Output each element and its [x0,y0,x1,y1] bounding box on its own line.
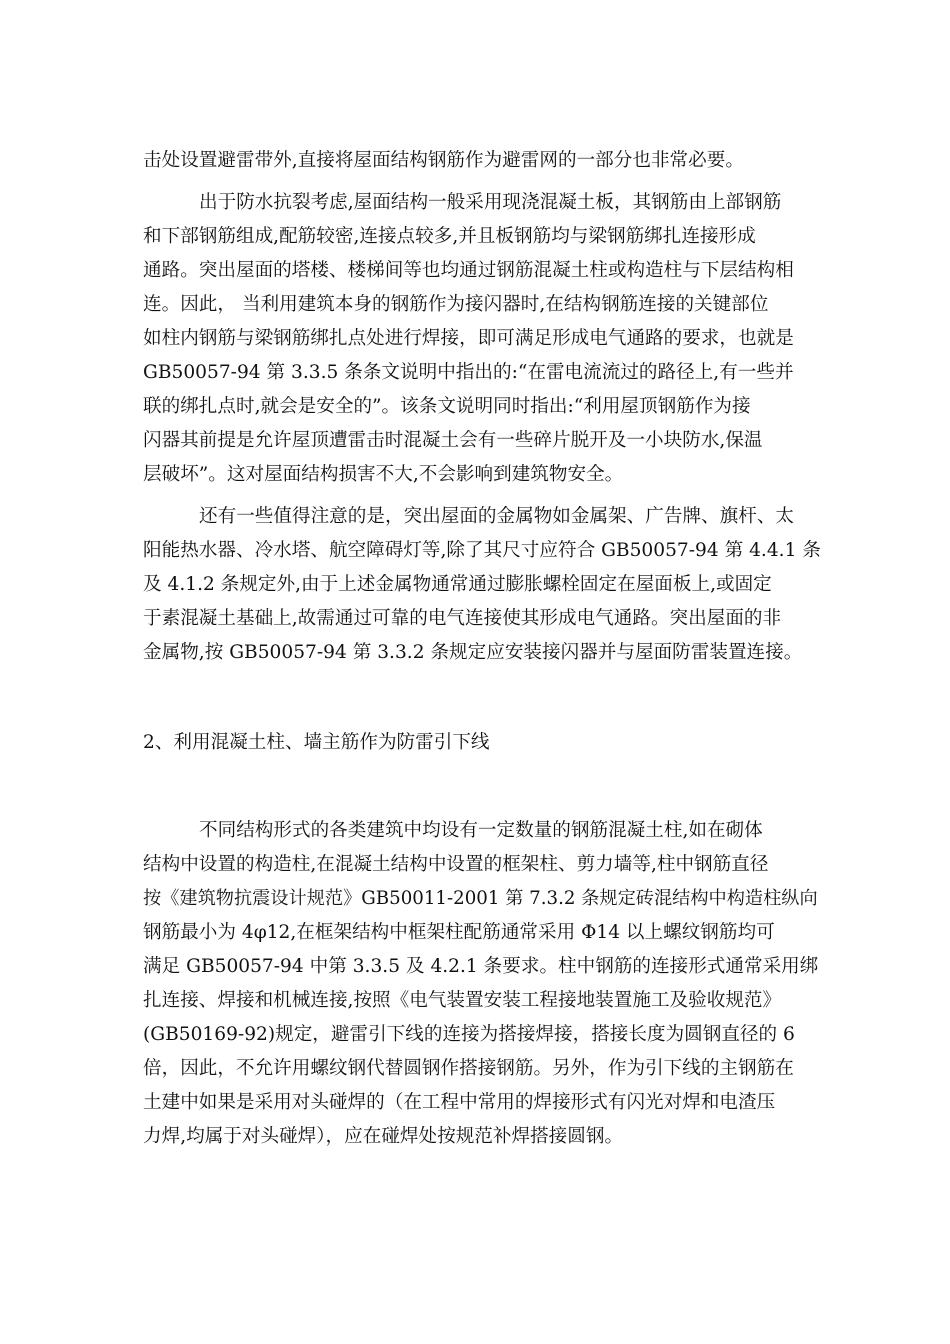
text-line: 扎连接、焊接和机械连接,按照《电气装置安装工程接地装置施工及验收规范》 [143,990,782,1011]
text-line: 于素混凝土基础上,故需通过可靠的电气连接使其形成电气通路。突出屋面的非 [143,608,782,629]
text-line: 闪器其前提是允许屋顶遭雷击时混凝土会有一些碎片脱开及一小块防水,保温 [143,430,763,451]
text-line: (GB50169-92)规定，避雷引下线的连接为搭接焊接，搭接长度为圆钢直径的 6 [143,1024,795,1045]
text-line: 满足 GB50057-94 中第 3.3.5 及 4.2.1 条要求。柱中钢筋的连接形式通常采用绑 [143,956,819,977]
text-line: 阳能热水器、冷水塔、航空障碍灯等,除了其尺寸应符合 GB50057-94 第 4.4.1 条 [143,540,821,561]
text-line: 层破坏”。这对屋面结构损害不大,不会影响到建筑物安全。 [143,464,624,485]
text-line: 通路。突出屋面的塔楼、楼梯间等也均通过钢筋混凝土柱或构造柱与下层结构相 [143,260,794,281]
text-line: GB50057-94 第 3.3.5 条条文说明中指出的:“在雷电流流过的路径上,有一些并 [143,362,794,383]
text-line: 和下部钢筋组成,配筋较密,连接点较多,并且板钢筋均与梁钢筋绑扎连接形成 [143,226,756,247]
text-line: 力焊,均属于对头碰焊），应在碰焊处按规范补焊搭接圆钢。 [143,1126,624,1147]
text-line: 如柱内钢筋与梁钢筋绑扎点处进行焊接，即可满足形成电气通路的要求，也就是 [143,328,794,349]
paragraph-line: 还有一些值得注意的是，突出屋面的金属物如金属架、广告牌、旗杆、太 [199,506,795,527]
text-line: 连。因此， 当利用建筑本身的钢筋作为接闪器时,在结构钢筋连接的关键部位 [143,294,769,315]
text-line: 按《建筑物抗震设计规范》GB50011-2001 第 7.3.2 条规定砖混结构中构造柱纵向 [143,888,818,909]
paragraph-line: 出于防水抗裂考虑,屋面结构一般采用现浇混凝土板，其钢筋由上部钢筋 [199,192,782,213]
text-line: 及 4.1.2 条规定外,由于上述金属物通常通过膨胀螺栓固定在屋面板上,或固定 [143,574,772,595]
text-line: 金属物,按 GB50057-94 第 3.3.2 条规定应安装接闪器并与屋面防雷装置连接。 [143,642,803,663]
text-line: 土建中如果是采用对头碰焊的（在工程中常用的焊接形式有闪光对焊和电渣压 [143,1092,776,1113]
paragraph-line: 不同结构形式的各类建筑中均设有一定数量的钢筋混凝土柱,如在砌体 [199,820,763,841]
text-line: 结构中设置的构造柱,在混凝土结构中设置的框架柱、剪力墙等,柱中钢筋直径 [143,854,769,875]
section-heading: 2、利用混凝土柱、墙主筋作为防雷引下线 [143,732,490,753]
text-line: 联的绑扎点时,就会是安全的”。该条文说明同时指出:“利用屋顶钢筋作为接 [143,396,751,417]
text-line: 击处设置避雷带外,直接将屋面结构钢筋作为避雷网的一部分也非常必要。 [143,150,744,171]
text-line: 钢筋最小为 4φ12,在框架结构中框架柱配筋通常采用 Φ14 以上螺纹钢筋均可 [143,922,775,943]
text-line: 倍，因此，不允许用螺纹钢代替圆钢作搭接钢筋。另外，作为引下线的主钢筋在 [143,1058,794,1079]
